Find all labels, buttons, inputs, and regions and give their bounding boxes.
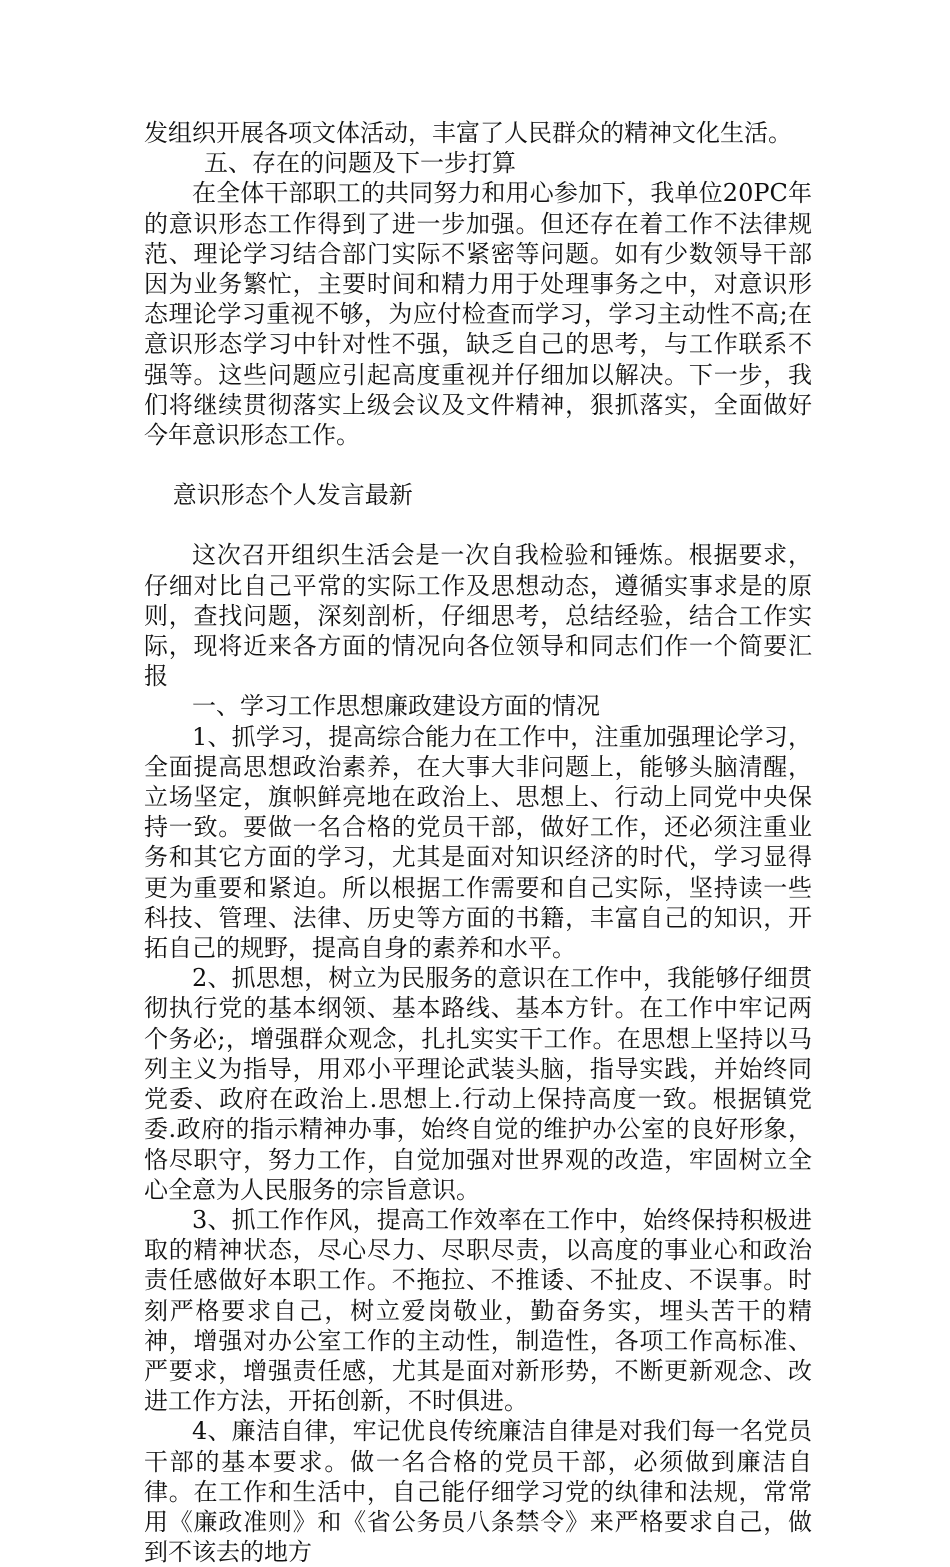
intro-paragraph: 这次召开组织生活会是一次自我检验和锤炼。根据要求，仔细对比自己平常的实际工作及思想动态，遵循实事求是的原则，查找问题，深刻剖析，仔细思考，总结经验，结合工作实际，现将近来各方面的情况向各位领导和同志们作一个简要汇报: [144, 541, 812, 691]
section5-body: 在全体干部职工的共同努力和用心参加下，我单位20PC年的意识形态工作得到了进一步加强。但还存在着工作不法律规范、理论学习结合部门实际不紧密等问题。如有少数领导干部因为业务繁忙，主要时间和精力用于处理事务之中，对意识形态理论学习重视不够，为应付检查而学习，学习主动性不高;在意识形态学习中针对性不强，缺乏自己的思考，与工作联系不强等。这些问题应引起高度重视并仔细加以解决。下一步，我们将继续贯彻落实上级会议及文件精神，狠抓落实，全面做好今年意识形态工作。: [144, 179, 812, 450]
part1-heading: 一、学习工作思想廉政建设方面的情况: [192, 692, 600, 721]
item4-paragraph: 4、廉洁自律，牢记优良传统廉洁自律是对我们每一名党员干部的基本要求。做一名合格的党员干部，必须做到廉洁自律。在工作和生活中，自己能仔细学习党的纨律和法规，常常用《廉政准则》和《省公务员八条禁令》来严格要求自己，做到不该去的地方: [144, 1417, 812, 1567]
document-title: 意识形态个人发言最新: [172, 481, 413, 510]
item2-paragraph: 2、抓思想，树立为民服务的意识在工作中，我能够仔细贯彻执行党的基本纲领、基本路线、基本方针。在工作中牢记两个务必;，增强群众观念，扎扎实实干工作。在思想上坚持以马列主义为指导，用邓小平理论武装头脑，指导实践，并始终同党委、政府在政治上.思想上.行动上保持高度一致。根据镇党委.政府的指示精神办事，始终自觉的维护办公室的良好形象，恪尽职守，努力工作，自觉加强对世界观的改造，牢固树立全心全意为人民服务的宗旨意识。: [144, 964, 812, 1204]
document-page: [144, 118, 812, 1567]
item3-paragraph: 3、抓工作作风，提高工作效率在工作中，始终保持积极进取的精神状态，尽心尽力、尽职尽责，以高度的事业心和政治责任感做好本职工作。不拖拉、不推诿、不扯皮、不误事。时刻严格要求自己，树立爱岗敬业，勤奋务实，埋头苦干的精神，增强对办公室工作的主动性，制造性，各项工作高标准、严要求，增强责任感，尤其是面对新形势，不断更新观念、改进工作方法，开拓创新，不时俱进。: [144, 1205, 812, 1416]
continuation-paragraph: 发组织开展各项文体活动，丰富了人民群众的精神文化生活。: [144, 119, 792, 147]
section5-heading: 五、存在的问题及下一步打算: [204, 149, 516, 178]
item1-paragraph: 1、抓学习，提高综合能力在工作中，注重加强理论学习，全面提高思想政治素养，在大事大非问题上，能够头脑清醒，立场坚定，旗帜鲜亮地在政治上、思想上、行动上同党中央保持一致。要做一名合格的党员干部，做好工作，还必须注重业务和其它方面的学习，尤其是面对知识经济的时代，学习显得更为重要和紧迫。所以根据工作需要和自己实际，坚持读一些科技、管理、法律、历史等方面的书籍，丰富自己的知识，开拓自己的规野，提高自身的素养和水平。: [144, 722, 812, 963]
